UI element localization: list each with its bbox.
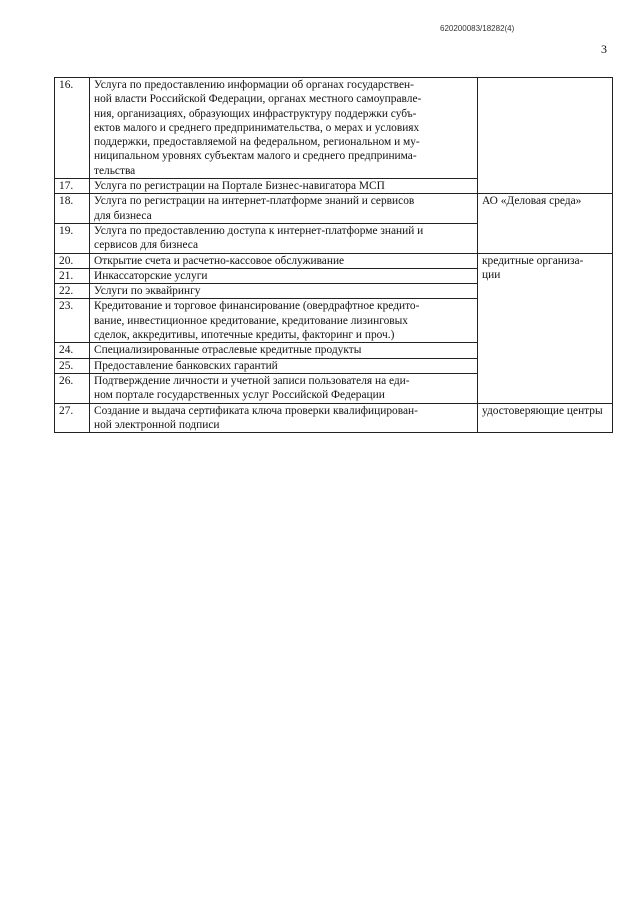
service-description [90,373,478,403]
provider-certification-centers [478,403,613,433]
service-description [90,343,478,358]
service-description [90,78,478,179]
service-line: ния, организациях, образующих инфраструктуру поддержки субъ- [94,107,417,120]
service-line: Подтверждение личности и учетной записи пользователя на еди- [94,374,410,387]
service-description [90,194,478,224]
provider-name: АО «Деловая среда» [482,195,582,208]
service-line: Услуга по регистрации на Портале Бизнес-навигатора МСП [94,180,385,193]
provider-credit-organizations [478,253,613,403]
row-number: 19. [55,223,90,253]
provider-name: кредитные организа- [482,254,584,267]
service-line: Открытие счета и расчетно-кассовое обслуживание [94,254,345,267]
service-line: Услуги по эквайрингу [94,285,201,298]
service-line: вание, инвестиционное кредитование, кредитование лизинговых [94,314,408,327]
table-row [55,403,613,433]
row-number: 25. [55,358,90,373]
row-number: 20. [55,253,90,268]
provider-cell-empty [478,78,613,194]
table-row [55,253,613,268]
row-number: 18. [55,194,90,224]
document-id: 620200083/18282(4) [440,24,515,33]
service-line: сделок, аккредитивы, ипотечные кредиты, факторинг и проч.) [94,329,395,342]
service-line: Специализированные отраслевые кредитные продукты [94,344,362,357]
provider-name: ции [482,268,501,281]
service-line: для бизнеса [94,209,152,222]
row-number: 16. [55,78,90,179]
service-line: поддержки, предоставляемой на федеральном, региональном и му- [94,136,420,149]
service-description [90,223,478,253]
service-description [90,253,478,268]
provider-delovaya-sreda [478,194,613,253]
row-number: 24. [55,343,90,358]
service-line: ной электронной подписи [94,418,220,431]
service-line: Услуга по предоставлению доступа к интернет-платформе знаний и [94,224,424,237]
service-line: ном портале государственных услуг Российской Федерации [94,389,385,402]
service-line: Кредитование и торговое финансирование (овердрафтное кредито- [94,300,420,313]
row-number: 23. [55,299,90,343]
service-description [90,268,478,283]
service-line: Инкассаторские услуги [94,269,208,282]
page-number: 3 [601,42,607,56]
service-line: Создание и выдача сертификата ключа проверки квалифицирован- [94,404,418,417]
service-line: Услуга по регистрации на интернет-платформе знаний и сервисов [94,195,415,208]
row-number: 21. [55,268,90,283]
service-description [90,284,478,299]
service-description [90,403,478,433]
table-row [55,194,613,224]
row-number: 17. [55,179,90,194]
service-line: Предоставление банковских гарантий [94,359,278,372]
service-description [90,179,478,194]
row-number: 26. [55,373,90,403]
service-line: ниципальном уровнях субъектам малого и среднего предпринима- [94,150,417,163]
services-table [54,77,613,433]
service-line: сервисов для бизнеса [94,239,199,252]
row-number: 22. [55,284,90,299]
service-line: ектов малого и среднего предпринимательства, о мерах и условиях [94,121,420,134]
provider-name: удостоверяющие центры [482,404,603,417]
service-line: тельства [94,164,136,177]
service-line: Услуга по предоставлению информации об органах государствен- [94,79,414,91]
service-line: ной власти Российской Федерации, органах местного самоуправле- [94,93,422,106]
service-description [90,299,478,343]
table-row [55,78,613,179]
service-description [90,358,478,373]
row-number: 27. [55,403,90,433]
